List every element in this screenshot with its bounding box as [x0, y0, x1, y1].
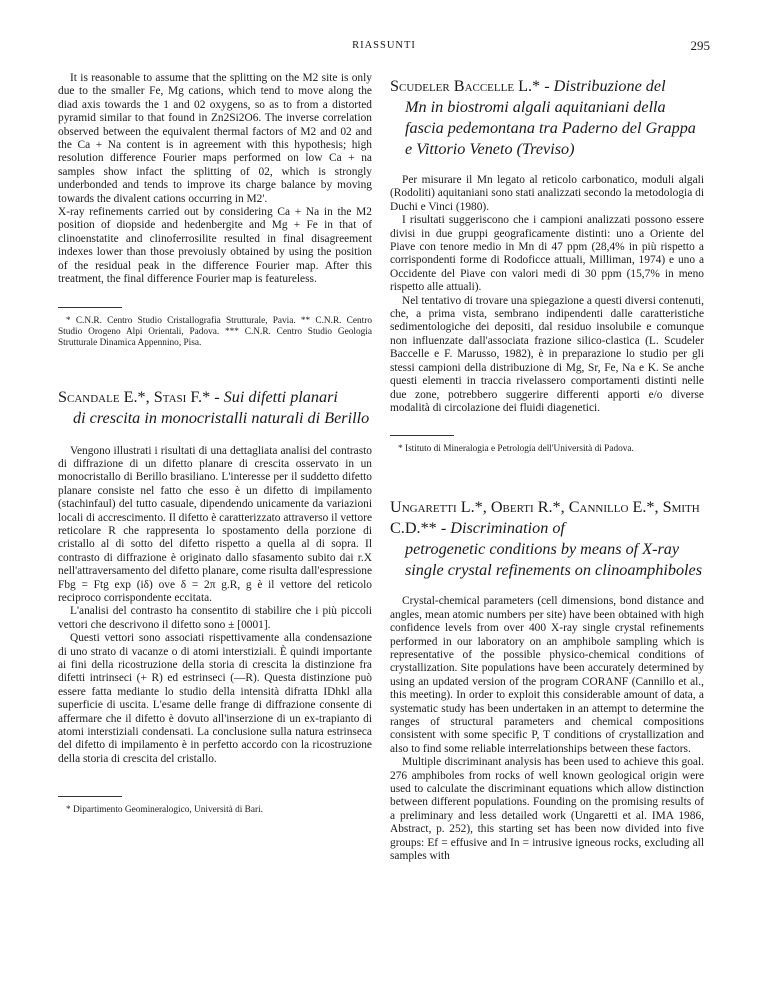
ungaretti-heading [390, 497, 704, 581]
scandale-heading [58, 387, 372, 429]
scudeler-title-continued: Mn in biostromi algali aquitaniani della fascia pedemontana tra Paderno del Grappa e Vittorio Veneto (Treviso) [405, 98, 696, 158]
scandale-paragraph: Questi vettori sono associati rispettivamente alla condensazione di uno strato di vacanze o di atomi interstiziali. È quindi importante ai fini della ricostruzione della storia di crescita la distinzione fra difetti intrinseci (+ R) ed estrinseci (—R). Questa distinzione può essere fatta mediante lo studio della intensità difratta IDhkl alla superficie di uscita. L'esame delle frange di diffrazione consente di affermare che il difetto è dovuto all'inserzione di un ex-trapianto di atomi interstiziali condensati. La conclusione sulla natura estrinseca del difetto di impilamento è in perfetto accordo con la ricostruzione della storia di crescita del cristallo. [58, 632, 372, 765]
scudeler-paragraph: Nel tentativo di trovare una spiegazione a questi diversi contenuti, che, a prima vista, sembrano indipendenti dalle caratteristiche sedimentologiche dei depositi, dal residuo insolubile e comunque non influenzate dall'associata frazione silico-clastica (L. Scudeler Baccelle e F. Marusso, 1982), è in preparazione lo studio per gli stessi campioni della distribuzione di Mg, Sr, Fe, Na e K. Se anche questi elementi in traccia rivelassero comportamenti distinti nelle due zone, potrebbero suggerire differenti apporti e/o diverse modalità di circolazione dei fluidi diagenetici. [390, 294, 704, 414]
scandale-paragraph: L'analisi del contrasto ha consentito di stabilire che i più piccoli vettori che descrivono il difetto sono ± [0001]. [58, 605, 372, 631]
scudeler-footnote: * Istituto di Mineralogia e Petrologia dell'Università di Padova. [398, 444, 634, 455]
footnote-rule [58, 796, 122, 797]
page-number: 295 [690, 38, 710, 53]
heading-separator: - [210, 387, 224, 406]
right-column [390, 72, 704, 863]
scudeler-title: Distribuzione del [553, 77, 666, 95]
left-column [58, 72, 372, 816]
scudeler-heading [390, 76, 704, 160]
running-title: RIASSUNTI [352, 40, 416, 51]
intro-paragraph: It is reasonable to assume that the splitting on the M2 site is only due to the smaller Fe, Mg cations, which tend to move along the diad axis towards the 1 and 02 oxygens, so as to from a distorted pyramid similar to that found in Zn2Si2O6. The inverse correlation observed between the equivalent thermal factors of M2 and 02 and the Ca + Na content is in agreement with this hypothesis; high resolution difference Fourier maps performed on low Ca + na samples show infact the splitting of 02, which is strongly underbonded and tends to improve its charge balance by moving towards the divalent cations occurring in M2'. [58, 72, 372, 205]
heading-separator: - [540, 77, 554, 95]
scudeler-paragraph: I risultati suggeriscono che i campioni analizzati possono essere divisi in due gruppi geograficamente distinti: uno a Oriente del Piave con tenore medio in Mn di 47 ppm (28,4% in più rispetto a corrispondenti forme di Rodoficce attuali, Milliman, 1974) e uno a Occidente del Piave con valori medi di 30 ppm (15,7% in meno rispetto alle attuali). [390, 214, 704, 294]
scandale-footnote: * Dipartimento Geomineralogico, Università di Bari. [66, 805, 263, 816]
scandale-title-continued: di crescita in monocristalli naturali di Berillo [73, 408, 370, 427]
scandale-authors: Scandale E.*, Stasi F.* [58, 387, 211, 406]
intro-paragraph: X-ray refinements carried out by considering Ca + Na in the M2 position of diopside and hedenbergite and Mg + Fe in that of clinoenstatite and clinoferrosilite resulted in final disagreement indexes lower than those prevoiusly obtained by using the position of the residual peak in the difference Fourier map. After this treatment, the final difference Fourier map is featureless. [58, 206, 372, 286]
scudeler-paragraph: Per misurare il Mn legato al reticolo carbonatico, moduli algali (Rodoliti) aquitaniani sono stati analizzati secondo la metodologia di Duchi e Vinci (1980). [390, 174, 704, 213]
ungaretti-title: Discrimination of [450, 519, 565, 538]
ungaretti-paragraph: Multiple discriminant analysis has been used to achieve this goal. 276 amphiboles from rocks of well known geological origin were used to calculate the discriminant equations which allow distinction between different populations. Founding on the promising results of a preliminary and less detailed work (Ungaretti et al. IMA 1986, Abstract, p. 252), this starting set has been now divided into five groups: Ef = effusive and In = intrusive igneous rocks, excluding all samples with [390, 756, 704, 863]
scudeler-authors: Scudeler Baccelle L.* [390, 77, 541, 95]
footnote-rule [58, 307, 122, 308]
intro-footnote: * C.N.R. Centro Studio Cristallografia Strutturale, Pavia. ** C.N.R. Centro Studio Orogeno Alpi Orientali, Padova. *** C.N.R. Centro Studio Geologia Strutturale Dinamica Appennino, Pisa. [58, 315, 372, 348]
scandale-title: Sui difetti planari [223, 387, 338, 406]
ungaretti-authors: Ungaretti L.*, Oberti R.*, Cannillo E.*, Smith C.D.** [390, 498, 700, 538]
scandale-paragraph: Vengono illustrati i risultati di una dettagliata analisi del contrasto di diffrazione di un difetto planare di crescita osservato in un monocristallo di Berillo brasiliano. L'interesse per il suddetto difetto planare consiste nel fatto che esso è un difetto di impilamento (stachinfaul) del tutto casuale, dipendendo unicamente da variazioni locali di accrescimento. Il difetto è caratterizzato attraverso il vettore reticolare R che rappresenta lo spostamento della porzione di cristallo al di sotto del difetto rispetto a quella al di sopra. Il contrasto di diffrazione è originato dallo sfasamento subito dai r.X nell'attraversamento del difetto planare, come risulta dall'espressione Fbg = Ftg exp (iδ) ove δ = 2π g.R, g è il vettore del reticolo reciproco corrispondente eccitata. [58, 444, 372, 604]
heading-separator: - [436, 519, 451, 538]
ungaretti-paragraph: Crystal-chemical parameters (cell dimensions, bond distance and angles, mean atomic numbers per site) have been obtained with high confidence levels from over 400 X-ray single crystal refinements performed in our laboratory on an amphibole sampling which is representative of the possible physico-chemical conditions of crystallization. Site populations have been accurately determined by using an updated version of the program CORANF (Cannillo et al., this meeting). In order to exploit this considerable amount of data, a systematic study has been undertaken in an attempt to determine the ranges of structural parameters and chemical compositions consistent with some specific P, T conditions of crystallization and also to find some reliable interrelationships between these factors. [390, 595, 704, 755]
footnote-rule [390, 435, 454, 436]
ungaretti-title-continued: petrogenetic conditions by means of X-ray single crystal refinements on clinoamphiboles [405, 540, 703, 580]
page-header [58, 40, 710, 60]
